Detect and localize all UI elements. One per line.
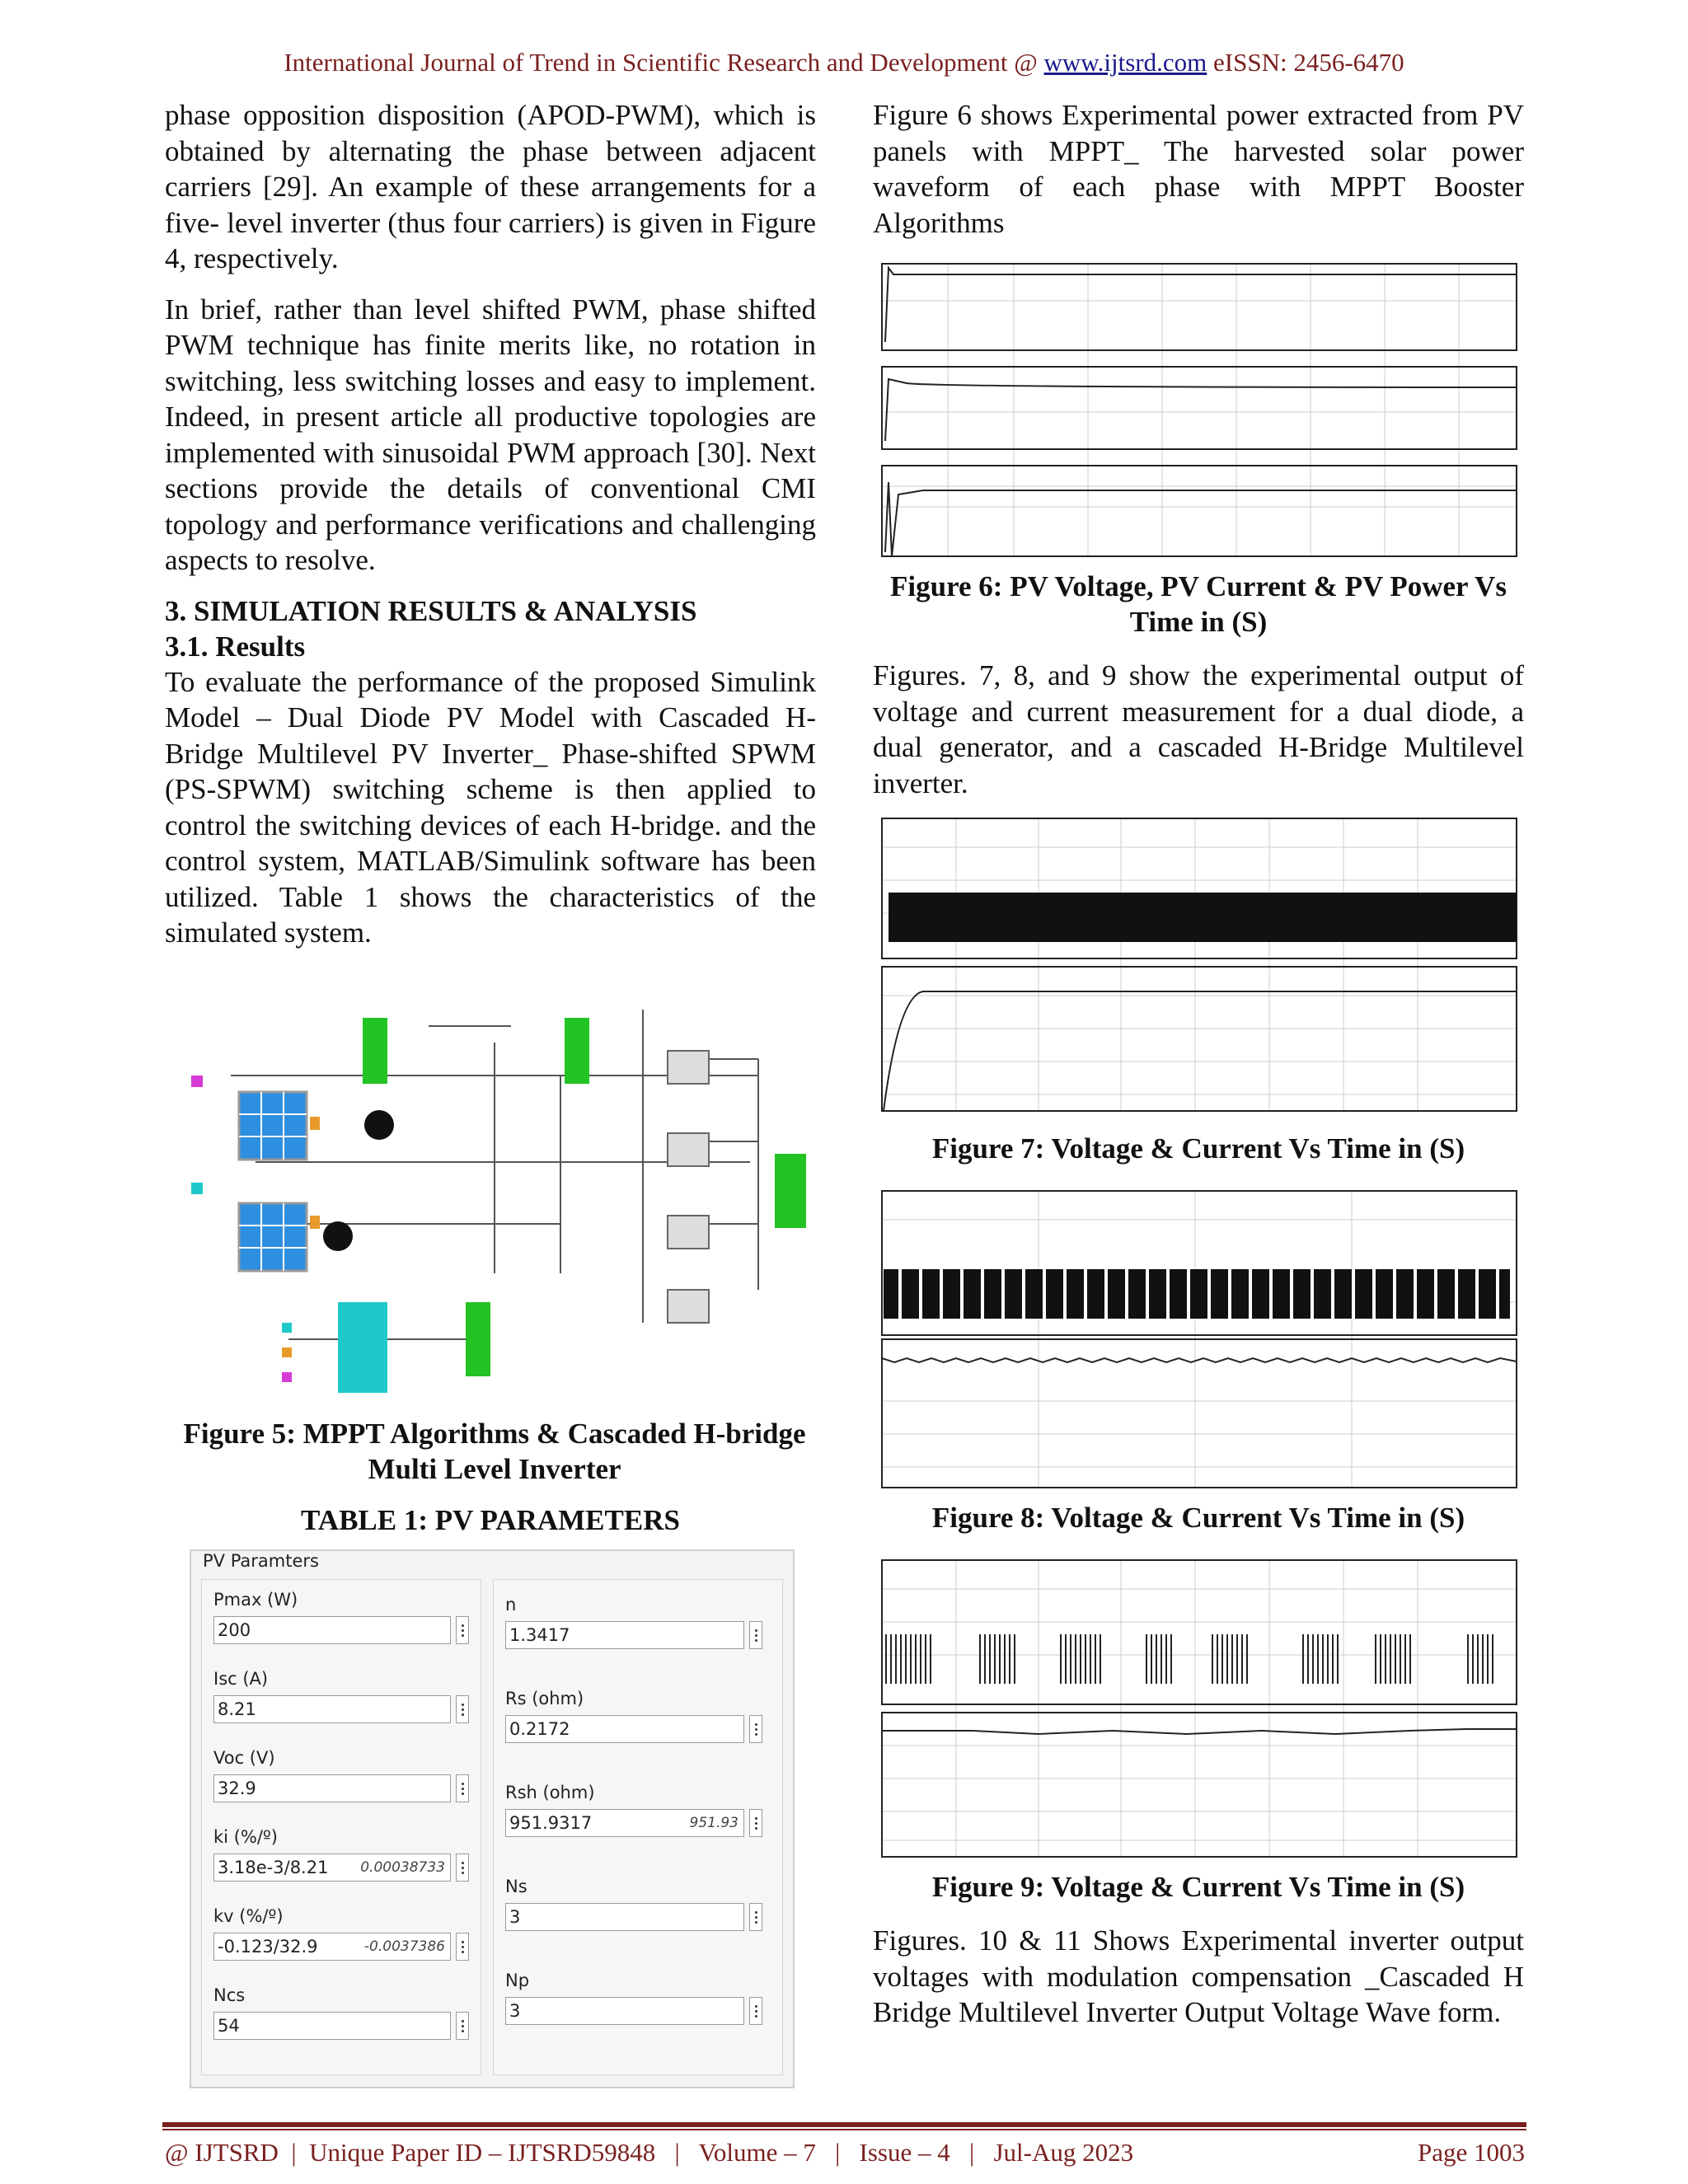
figure-8-plots (874, 1187, 1525, 1493)
figure-7-caption: Figure 7: Voltage & Current Vs Time in (S) (931, 1132, 1465, 1165)
figure-8-svg (874, 1187, 1525, 1493)
mux-block (338, 1302, 387, 1393)
dialog-title: PV Paramters (203, 1551, 319, 1571)
voc-input[interactable]: 32.9 (213, 1774, 451, 1802)
param-menu-button[interactable] (749, 1903, 762, 1931)
param-label: Rs (ohm) (505, 1689, 584, 1708)
right-paragraph-1: Figure 6 shows Experimental power extracted from PV panels with MPPT_ The harvested solar power waveform of each phase with MPPT Booster Algorithms (873, 99, 1524, 239)
figure-9-caption: Figure 9: Voltage & Current Vs Time in (S) (931, 1871, 1465, 1903)
param-label: Rsh (ohm) (505, 1783, 595, 1802)
motor-icon (364, 1110, 394, 1140)
param-label: ki (%/º) (213, 1827, 278, 1847)
param-label: Pmax (W) (213, 1590, 298, 1610)
left-paragraph-1: phase opposition disposition (APOD-PWM), which is obtained by alternating the phase between adjacent carriers [29]. An example of these arrangements for a five- level inverter (thus four carriers) is given in Figure 4, respectively. (165, 99, 816, 274)
figure-8-caption: Figure 8: Voltage & Current Vs Time in (S) (931, 1502, 1465, 1534)
right-paragraph-3: Figures. 10 & 11 Shows Experimental inverter output voltages with modulation compensation _Cascaded H Bridge Multilevel Inverter Output Voltage Wave form. (873, 1924, 1524, 2028)
scope-block (775, 1154, 806, 1228)
page-number: Page 1003 (1417, 2138, 1525, 2167)
param-np (505, 1971, 762, 2025)
ki-evaluated-hint: 0.00038733 (360, 1859, 445, 1876)
param-isc (213, 1669, 469, 1723)
param-voc (213, 1748, 469, 1802)
param-label: Ns (505, 1877, 528, 1896)
switching-waveform (889, 893, 1517, 942)
header-suffix: eISSN: 2456-6470 (1207, 48, 1404, 77)
param-menu-button[interactable] (456, 1854, 469, 1882)
isc-input[interactable]: 8.21 (213, 1695, 451, 1723)
param-label: Np (505, 1971, 530, 1990)
param-label: Ncs (213, 1985, 246, 2005)
param-kv (213, 1906, 469, 1961)
motor-icon (323, 1221, 353, 1251)
subsection-title: 3.1. Results (165, 630, 306, 663)
left-column (165, 97, 816, 966)
figure-7-svg (874, 814, 1525, 1119)
n-input[interactable]: 1.3417 (505, 1621, 744, 1649)
param-menu-button[interactable] (749, 1621, 762, 1649)
kv-input[interactable]: -0.123/32.9 -0.0037386 (213, 1933, 451, 1961)
param-menu-button[interactable] (456, 1616, 469, 1644)
param-menu-button[interactable] (456, 1774, 469, 1802)
param-ki (213, 1827, 469, 1882)
scope-block (565, 1018, 589, 1084)
figure-7-plots (874, 814, 1525, 1119)
pmax-input[interactable]: 200 (213, 1616, 451, 1644)
ns-input[interactable]: 3 (505, 1903, 744, 1931)
pv-parameters-dialog (190, 1549, 795, 2088)
param-pmax (213, 1590, 469, 1644)
section-title: 3. SIMULATION RESULTS & ANALYSIS (165, 594, 697, 627)
figure-6-caption: Figure 6: PV Voltage, PV Current & PV Power Vs Time in (S) (890, 570, 1507, 638)
simulink-diagram (181, 977, 816, 1413)
footer-rule (162, 2122, 1526, 2127)
footer-rule-thin (162, 2129, 1526, 2130)
param-menu-button[interactable] (456, 1695, 469, 1723)
solar-panel-icon (239, 1203, 307, 1271)
param-menu-button[interactable] (456, 2012, 469, 2040)
scope-block (363, 1018, 387, 1084)
page-footer (165, 2138, 1525, 2168)
header-prefix: International Journal of Trend in Scientific Research and Development @ (284, 48, 1044, 77)
param-label: Voc (V) (213, 1748, 275, 1768)
ncs-input[interactable]: 54 (213, 2012, 451, 2040)
rs-input[interactable]: 0.2172 (505, 1715, 744, 1743)
param-label: kv (%/º) (213, 1906, 284, 1926)
param-menu-button[interactable] (749, 1809, 762, 1837)
param-menu-button[interactable] (749, 1715, 762, 1743)
ki-input[interactable]: 3.18e-3/8.21 0.00038733 (213, 1854, 451, 1882)
right-column-top (873, 97, 1524, 255)
kv-evaluated-hint: -0.0037386 (363, 1938, 445, 1955)
rsh-input[interactable]: 951.9317 951.93 (505, 1809, 744, 1837)
param-menu-button[interactable] (456, 1933, 469, 1961)
param-n (505, 1595, 762, 1649)
journal-link[interactable]: www.ijtsrd.com (1043, 48, 1207, 77)
figure-5-simulink-model (181, 977, 816, 1413)
figure-9-svg (874, 1556, 1525, 1863)
param-ncs (213, 1985, 469, 2040)
figure-6-svg (874, 260, 1525, 560)
rsh-evaluated-hint: 951.93 (689, 1815, 738, 1831)
pv-params-right-panel (493, 1579, 783, 2075)
np-input[interactable]: 3 (505, 1997, 744, 2025)
pv-params-left-panel (201, 1579, 481, 2075)
param-menu-button[interactable] (749, 1997, 762, 2025)
figure-6-plots (874, 260, 1525, 560)
running-header (0, 48, 1688, 77)
footer-info: @ IJTSRD | Unique Paper ID – IJTSRD59848 | Volume – 7 | Issue – 4 | Jul-Aug 2023 (165, 2138, 1134, 2167)
solar-panel-icon (239, 1092, 307, 1160)
table-1-title: TABLE 1: PV PARAMETERS (301, 1504, 680, 1536)
scope-block (466, 1302, 490, 1376)
param-ns (505, 1877, 762, 1931)
param-label: n (505, 1595, 517, 1615)
param-rs (505, 1689, 762, 1743)
left-paragraph-2: In brief, rather than level shifted PWM, phase shifted PWM technique has finite merits like, no rotation in switching, less switching losses and easy to implement. Indeed, in present article all productive topologies are implemented with sinusoidal PWM approach [30]. Next sections provide the details of conventional CMI topology and performance verifications and challenging aspects to resolve. (165, 293, 816, 576)
figure-9-plots (874, 1556, 1525, 1863)
right-paragraph-2: Figures. 7, 8, and 9 show the experimental output of voltage and current measurement for a dual diode, a dual generator, and a cascaded H-Bridge Multilevel inverter. (873, 659, 1524, 799)
param-rsh (505, 1783, 762, 1837)
figure-5-caption: Figure 5: MPPT Algorithms & Cascaded H-bridge Multi Level Inverter (183, 1418, 806, 1485)
param-label: Isc (A) (213, 1669, 269, 1689)
left-paragraph-3: To evaluate the performance of the proposed Simulink Model – Dual Diode PV Model with Cascaded H-Bridge Multilevel PV Inverter_ Phase-shifted SPWM (PS-SPWM) switching scheme is then applied to control the switching devices of each H-bridge. and the control system, MATLAB/Simulink software has been utilized. Table 1 shows the characteristics of the simulated system. (165, 665, 816, 949)
